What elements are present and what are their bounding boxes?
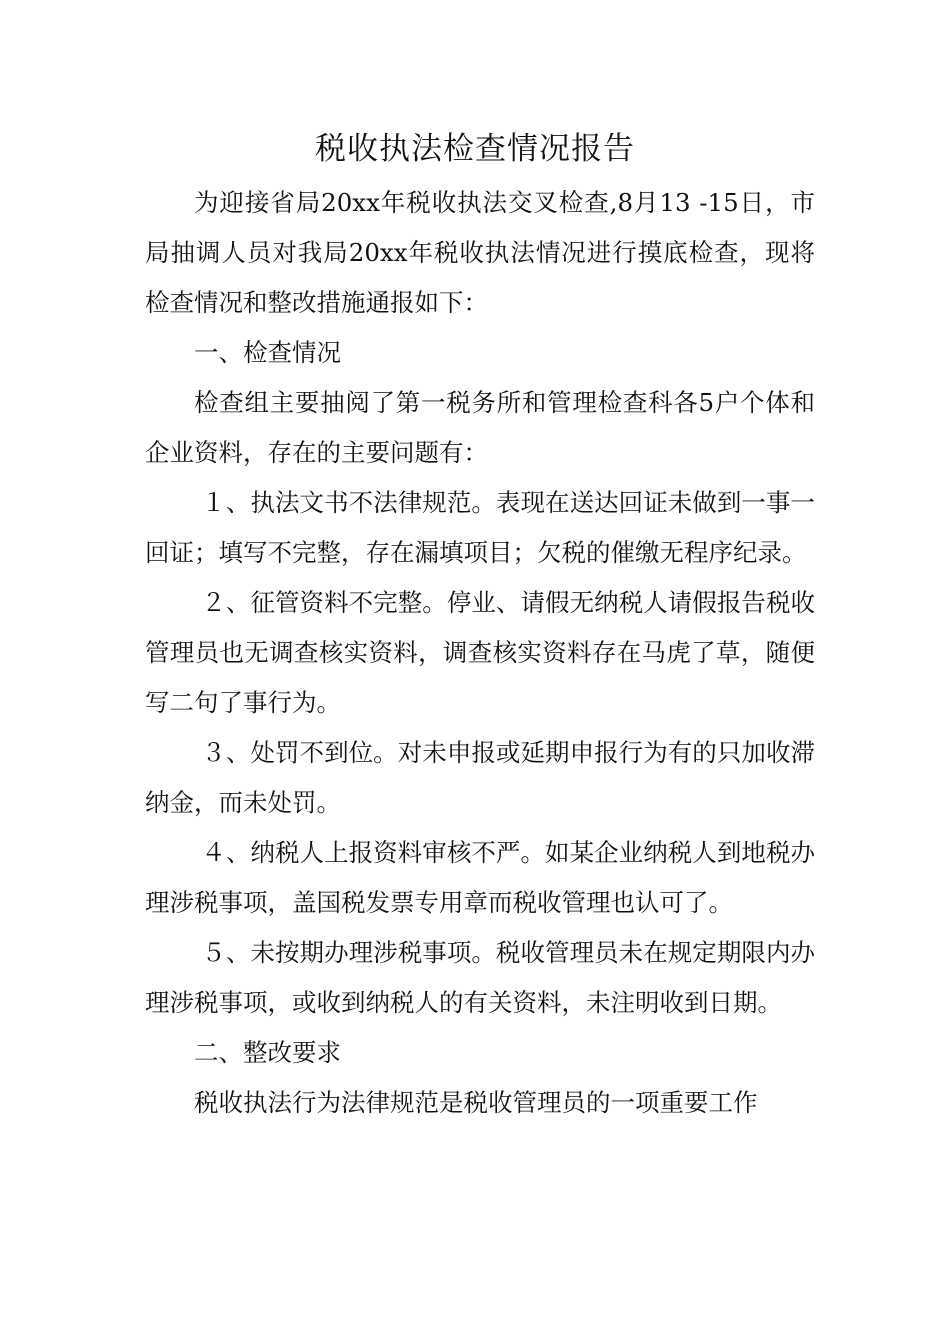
issue-item-2: ２、征管资料不完整。停业、请假无纳税人请假报告税收管理员也无调查核实资料，调查核实资料存在马虎了草，随便写二句了事行为。 (145, 588, 815, 717)
intro-paragraph: 为迎接省局20xx年税收执法交叉检查,8月13 -15日，市局抽调人员对我局20xx年税收执法情况进行摸底检查，现将检查情况和整改措施通报如下： (145, 188, 815, 317)
rectification-paragraph: 税收执法行为法律规范是税收管理员的一项重要工作 (194, 1088, 758, 1117)
document-title: 税收执法检查情况报告 (315, 131, 635, 167)
section-heading-inspection: 一、检查情况 (194, 338, 341, 367)
section-heading-rectification: 二、整改要求 (194, 1038, 341, 1067)
issue-item-4: ４、纳税人上报资料审核不严。如某企业纳税人到地税办理涉税事项，盖国税发票专用章而税收管理也认可了。 (145, 838, 815, 917)
issue-item-3: ３、处罚不到位。对未申报或延期申报行为有的只加收滞纳金，而未处罚。 (145, 738, 815, 817)
issue-item-5: ５、未按期办理涉税事项。税收管理员未在规定期限内办理涉税事项，或收到纳税人的有关资料，未注明收到日期。 (145, 938, 815, 1017)
issue-item-1: １、执法文书不法律规范。表现在送达回证未做到一事一回证；填写不完整，存在漏填项目；欠税的催缴无程序纪录。 (145, 488, 815, 567)
document-body (145, 178, 815, 1128)
inspection-summary-paragraph: 检查组主要抽阅了第一税务所和管理检查科各5户个体和企业资料，存在的主要问题有： (145, 388, 815, 467)
